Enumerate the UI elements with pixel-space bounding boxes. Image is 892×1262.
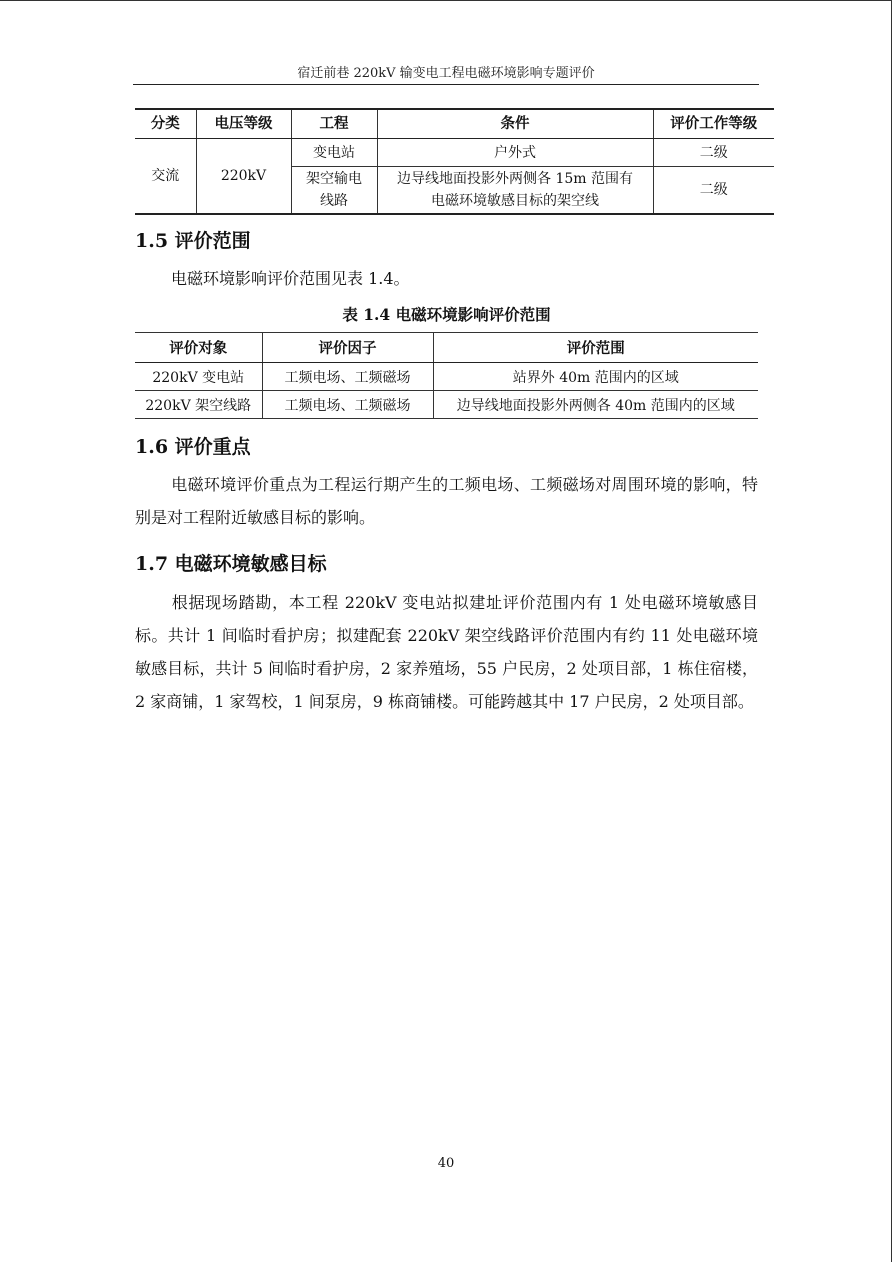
table-header-cell: 评价范围 — [433, 333, 758, 363]
table-row — [135, 391, 758, 419]
table-header-cell: 电压等级 — [196, 109, 291, 139]
level-cell: 二级 — [653, 139, 774, 167]
table-row — [135, 363, 758, 391]
paragraph-text: 电磁环境评价重点为工程运行期产生的工频电场、工频磁场对周围环境的影响，特别是对工程附近敏感目标的影响。 — [135, 475, 758, 527]
table-header-cell: 评价工作等级 — [653, 109, 774, 139]
section-heading-1-7: 1.7 电磁环境敏感目标 — [135, 553, 327, 575]
page-number: 40 — [437, 1156, 455, 1171]
table-header-cell: 评价对象 — [135, 333, 262, 363]
running-header: 宿迁前巷 220kV 输变电工程电磁环境影响专题评价 — [297, 66, 595, 81]
project-cell: 变电站 — [291, 139, 377, 167]
section-heading-1-5: 1.5 评价范围 — [135, 230, 251, 252]
factor-cell: 工频电场、工频磁场 — [262, 391, 433, 419]
condition-cell — [377, 167, 653, 214]
paragraph — [135, 468, 758, 534]
paragraph — [135, 262, 758, 295]
table-row — [135, 139, 774, 167]
section-heading-1-6: 1.6 评价重点 — [135, 436, 251, 458]
level-cell: 二级 — [653, 167, 774, 214]
evaluation-scope-table — [135, 332, 758, 419]
paragraph-text: 电磁环境影响评价范围见表 1.4。 — [171, 269, 410, 288]
evaluation-level-table — [135, 108, 774, 215]
object-cell: 220kV 架空线路 — [135, 391, 262, 419]
category-cell: 交流 — [135, 139, 196, 214]
voltage-cell: 220kV — [196, 139, 291, 214]
table-header-row — [135, 333, 758, 363]
condition-line: 电磁环境敏感目标的架空线 — [431, 192, 599, 209]
project-line: 线路 — [320, 192, 348, 209]
table-header-cell: 评价因子 — [262, 333, 433, 363]
factor-cell: 工频电场、工频磁场 — [262, 363, 433, 391]
table-header-cell: 条件 — [377, 109, 653, 139]
range-cell: 边导线地面投影外两侧各 40m 范围内的区域 — [433, 391, 758, 419]
project-line: 架空输电 — [306, 170, 362, 187]
table-header-row — [135, 109, 774, 139]
table-header-cell: 工程 — [291, 109, 377, 139]
paragraph — [135, 586, 758, 718]
object-cell: 220kV 变电站 — [135, 363, 262, 391]
condition-line: 边导线地面投影外两侧各 15m 范围有 — [397, 170, 633, 187]
condition-cell: 户外式 — [377, 139, 653, 167]
paragraph-text: 根据现场踏勘，本工程 220kV 变电站拟建址评价范围内有 1 处电磁环境敏感目标。共计 1 间临时看护房；拟建配套 220kV 架空线路评价范围内有约 11 处电磁环境敏感目标，共计 5 间临时看护房，2 家养殖场，55 户民房，2 处项目部，1 栋住宿楼，2 家商铺，1 家驾校，1 间泵房，9 栋商铺楼。可能跨越其中 17 户民房，2 处项目部。 — [135, 593, 758, 711]
table-header-cell: 分类 — [135, 109, 196, 139]
page-top-border — [0, 0, 892, 1]
header-rule — [133, 84, 759, 85]
range-cell: 站界外 40m 范围内的区域 — [433, 363, 758, 391]
project-cell — [291, 167, 377, 214]
table-caption: 表 1.4 电磁环境影响评价范围 — [342, 305, 551, 324]
